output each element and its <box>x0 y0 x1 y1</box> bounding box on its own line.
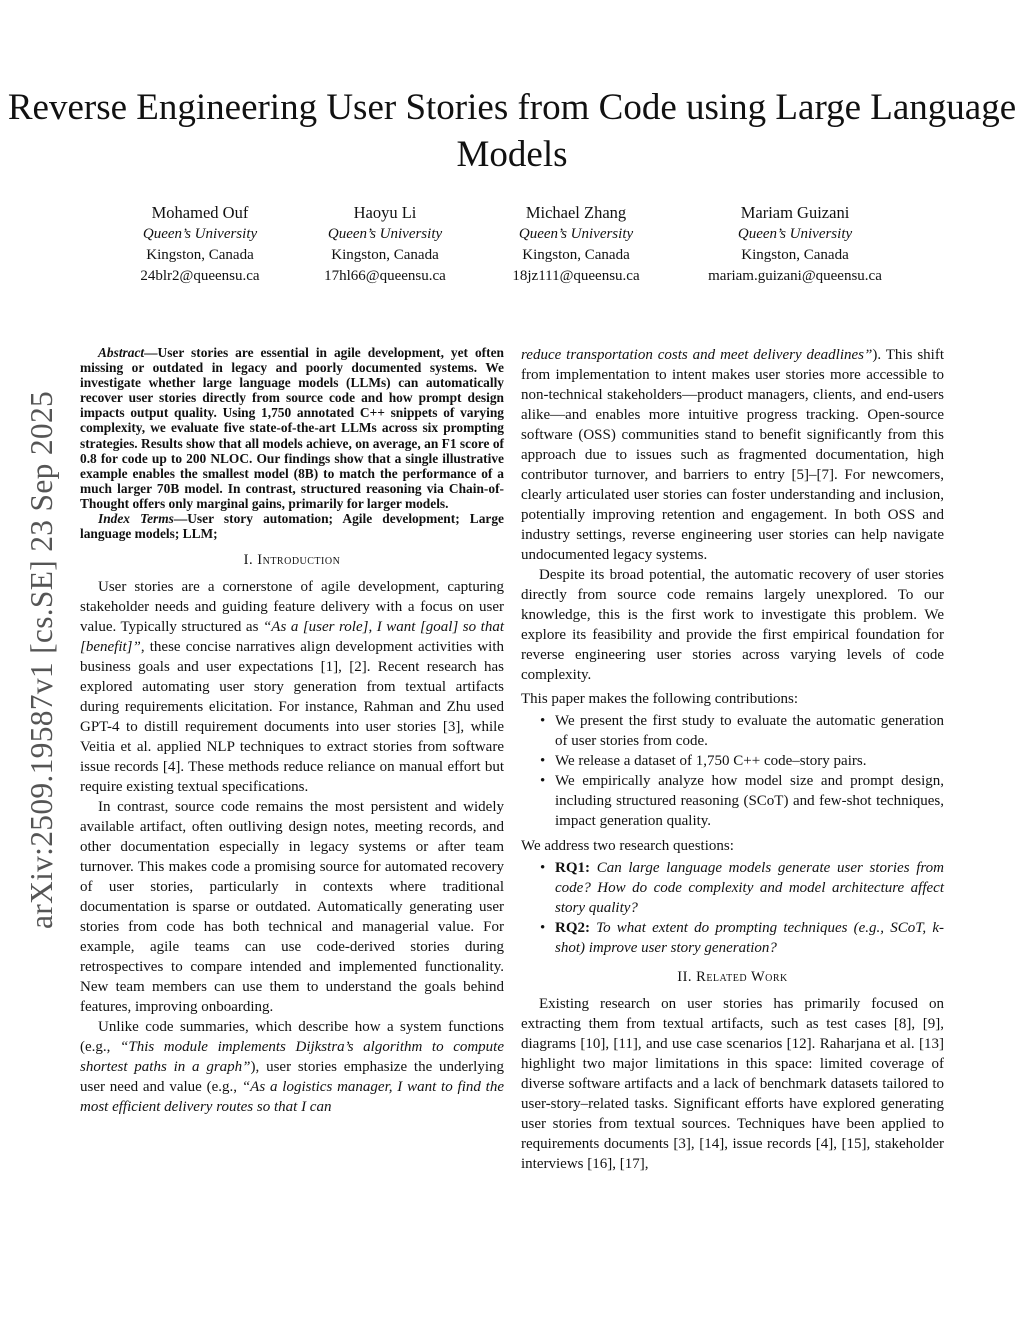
list-item: • We empirically analyze how model size and prompt design, including structured reasoning (SCoT) and few-shot techniques, impact generation quality. <box>555 771 944 831</box>
list-item: • We release a dataset of 1,750 C++ code–story pairs. <box>555 751 944 771</box>
author-email: 18jz111@queensu.ca <box>512 268 640 284</box>
right-column <box>521 345 944 1174</box>
abstract <box>80 345 504 511</box>
abstract-text: —User stories are essential in agile development, yet often missing or outdated in legacy and poorly documented systems. We investigate whether large language models (LLMs) can automatically recover user stories directly from source code and how prompt design impacts output quality. Using 1,750 annotated C++ snippets of varying complexity, we evaluate five state-of-the-art LLMs across six prompting strategies. Results show that all models achieve, on average, an F1 score of 0.8 for code up to 200 NLOC. Our findings show that a single illustrative example enables the smallest model (8B) to match the performance of a much larger 70B model. In contrast, structured reasoning via Chain-of-Thought offers only marginal gains, primarily for larger models. <box>80 345 504 511</box>
author-affiliation: Queen’s University <box>518 226 634 242</box>
author-name: Michael Zhang <box>525 203 627 222</box>
author-location: Kingston, Canada <box>741 247 849 263</box>
left-column <box>80 345 504 1117</box>
author-email: 17hl66@queensu.ca <box>324 268 446 284</box>
author-name: Mariam Guizani <box>740 203 850 222</box>
author-affiliation: Queen’s University <box>327 226 443 242</box>
author-affiliation: Queen’s University <box>142 226 258 242</box>
research-questions-list <box>521 858 944 958</box>
intro-paragraph-1: User stories are a cornerstone of agile development, capturing stakeholder needs and guiding feature delivery with a focus on user value. Typically structured as “As a [user role], I want [goal] so that [benefit]”, these concise narratives align development activities with business goals and user expectations [1], [2]. Recent research has explored automating user story generation from textual artifacts during requirements elicitation. For instance, Rahman and Zhu used GPT-4 to distill requirement documents into user stories [3], while Veitia et al. applied NLP techniques to extract stories from software issue records [4]. These methods reduce reliance on manual effort but require existing textual specifications. <box>80 579 504 796</box>
intro-paragraph-3: Unlike code summaries, which describe how a system functions (e.g., “This module implements Dijkstra’s algorithm to compute shortest paths in a graph”), user stories emphasize the underlying user need and value (e.g., “As a logistics manager, I want to find the most efficient delivery routes so that I can <box>80 1019 505 1116</box>
section-heading-related-work: II. Related Work <box>677 969 788 985</box>
author-name: Mohamed Ouf <box>151 203 249 222</box>
list-item: • We present the first study to evaluate the automatic generation of user stories from code. <box>555 711 944 751</box>
author-3 <box>456 201 696 287</box>
arxiv-identifier: arXiv:2509.19587v1 [cs.SE] 23 Sep 2025 <box>24 390 59 930</box>
contributions-intro: This paper makes the following contributions: <box>521 691 799 707</box>
index-terms-label: Index Terms <box>98 511 174 527</box>
contributions-list <box>521 711 944 831</box>
paper-title: Reverse Engineering User Stories from Code using Large Language Models <box>7 87 1017 175</box>
author-4 <box>675 201 915 287</box>
list-item: • RQ1: Can large language models generate user stories from code? How do code complexity and model architecture affect story quality? <box>555 858 944 918</box>
author-email: 24blr2@queensu.ca <box>140 268 260 284</box>
list-item: • RQ2: To what extent do prompting techniques (e.g., SCoT, k-shot) improve user story generation? <box>555 918 944 958</box>
intro-paragraph-5: Despite its broad potential, the automatic recovery of user stories directly from source code remains largely unexplored. To our knowledge, this is the first work to investigate this problem. We explore its feasibility and provide the first empirical foundation for reverse engineering user stories across varying levels of code complexity. <box>521 567 944 683</box>
index-terms-text: —User story automation; Agile development; Large language models; LLM; <box>80 511 504 542</box>
abstract-label: Abstract <box>98 345 145 360</box>
related-work-paragraph-1: Existing research on user stories has primarily focused on extracting them from textual artifacts, such as test cases [8], [9], diagrams [10], [11], and use case scenarios [12]. Raharjana et al. [13] highlight two major limitations in this space: limited coverage of diverse software artifacts and a lack of benchmark datasets tailored to user-story–related tasks. Significant efforts have explored generating user stories from textual sources. Techniques have been applied to requirements documents [3], [14], issue records [4], [15], stakeholder interviews [16], [17], <box>521 996 944 1172</box>
research-questions-intro: We address two research questions: <box>521 838 734 854</box>
intro-paragraph-4: reduce transportation costs and meet delivery deadlines”). This shift from implementation to intent makes user stories more accessible to non-technical stakeholders—product managers, clients, and end-users alike—and enables more intuitive progress tracking. Open-source software (OSS) communities stand to benefit significantly from this approach due to issues such as fragmented documentation, high contributor turnover, and barriers to entry [5]–[7]. For newcomers, clearly articulated user stories can foster understanding and inclusion, potentially improving retention and engagement. In both OSS and industry settings, reverse engineering user stories can help navigate undocumented legacy systems. <box>521 347 944 563</box>
author-location: Kingston, Canada <box>522 247 630 263</box>
author-location: Kingston, Canada <box>331 247 439 263</box>
intro-paragraph-2: In contrast, source code remains the most persistent and widely available artifact, often outliving design notes, meeting records, and other documentation especially in legacy systems or after team turnover. This makes code a promising source for automated recovery of user stories, particularly in contexts where traditional documentation is sparse or outdated. Automatically generating user stories from code has both technical and managerial value. For example, agile teams can use code-derived stories during retrospectives to compare intended and implemented functionality. New team members can use them to understand the goals behind features, improving onboarding. <box>80 799 504 1016</box>
author-location: Kingston, Canada <box>146 247 254 263</box>
author-name: Haoyu Li <box>353 203 417 222</box>
author-email: mariam.guizani@queensu.ca <box>708 268 882 284</box>
author-affiliation: Queen’s University <box>737 226 853 242</box>
section-heading-introduction: I. Introduction <box>243 552 341 569</box>
index-terms <box>80 511 504 541</box>
